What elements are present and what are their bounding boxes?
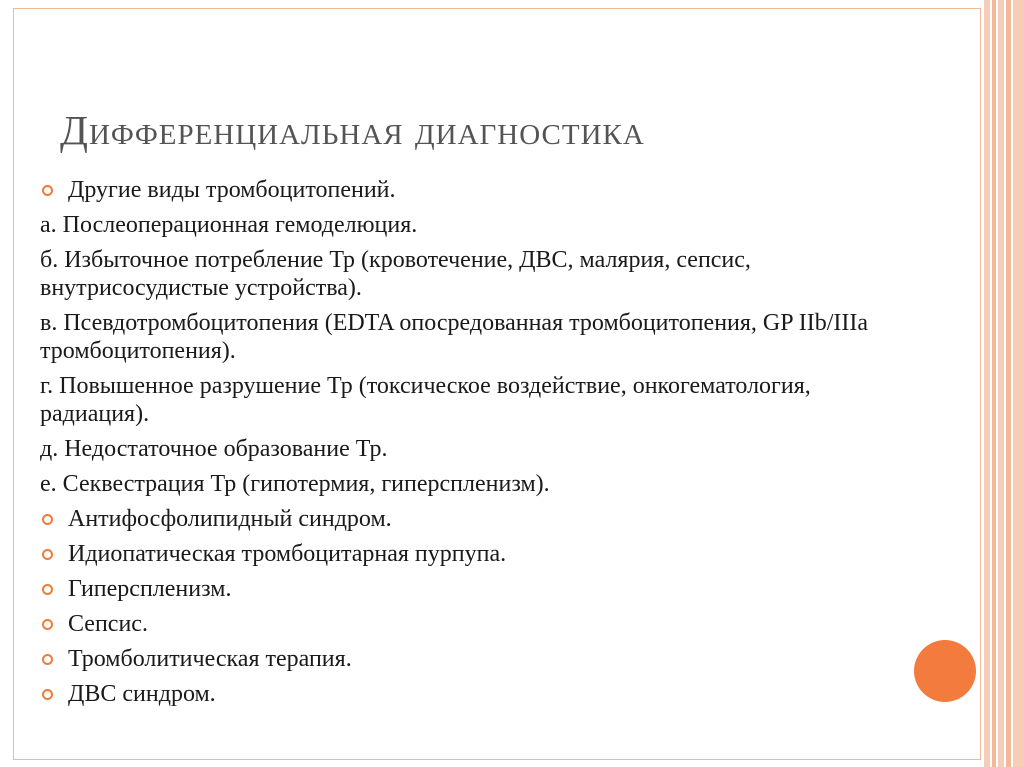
slide-title: Дифференциальная диагностика	[60, 107, 645, 153]
list-item	[40, 309, 920, 365]
right-stripe	[998, 0, 1004, 767]
orange-circle-decoration	[914, 640, 976, 702]
list-item-text: Антифосфолипидный синдром.	[68, 506, 392, 532]
list-item	[40, 211, 920, 239]
right-stripe	[1013, 0, 1024, 767]
list-item-text: Сепсис.	[68, 611, 148, 637]
list-item-text: г. Повышенное разрушение Тр (токсическое воздействие, онкогематология, радиация).	[40, 373, 811, 427]
list-item	[40, 176, 920, 204]
right-stripe	[1006, 0, 1011, 767]
bullet-icon	[42, 654, 53, 665]
list-item	[40, 610, 920, 638]
list-item	[40, 680, 920, 708]
bullet-icon	[42, 584, 53, 595]
bullet-icon	[42, 689, 53, 700]
list-item	[40, 246, 920, 302]
bullet-icon	[42, 549, 53, 560]
list-item	[40, 645, 920, 673]
list-item-text: Гиперспленизм.	[68, 576, 232, 602]
list-item	[40, 540, 920, 568]
list-item	[40, 575, 920, 603]
bullet-icon	[42, 619, 53, 630]
list-item-text: Другие виды тромбоцитопений.	[68, 177, 396, 203]
list-item-text: а. Послеоперационная гемоделюция.	[40, 212, 418, 238]
list-item	[40, 372, 920, 428]
list-item-text: б. Избыточное потребление Тр (кровотечение, ДВС, малярия, сепсис, внутрисосудистые устройства).	[40, 247, 751, 301]
list-item-text: д. Недостаточное образование Тр.	[40, 436, 388, 462]
list-item-text: ДВС синдром.	[68, 681, 216, 707]
bullet-icon	[42, 514, 53, 525]
list-item-text: Тромболитическая терапия.	[68, 646, 352, 672]
list-item-text: е. Секвестрация Тр (гипотермия, гиперспленизм).	[40, 471, 550, 497]
bullet-icon	[42, 185, 53, 196]
list-item	[40, 470, 920, 498]
right-stripe	[984, 0, 990, 767]
list-item-text: Идиопатическая тромбоцитарная пурпупа.	[68, 541, 507, 567]
list-item	[40, 505, 920, 533]
list-item	[40, 435, 920, 463]
bullet-list	[40, 176, 920, 715]
right-stripe	[992, 0, 996, 767]
list-item-text: в. Псевдотромбоцитопения (EDTA опосредованная тромбоцитопения, GP IIb/IIIa тромбоцитопения).	[40, 310, 868, 364]
